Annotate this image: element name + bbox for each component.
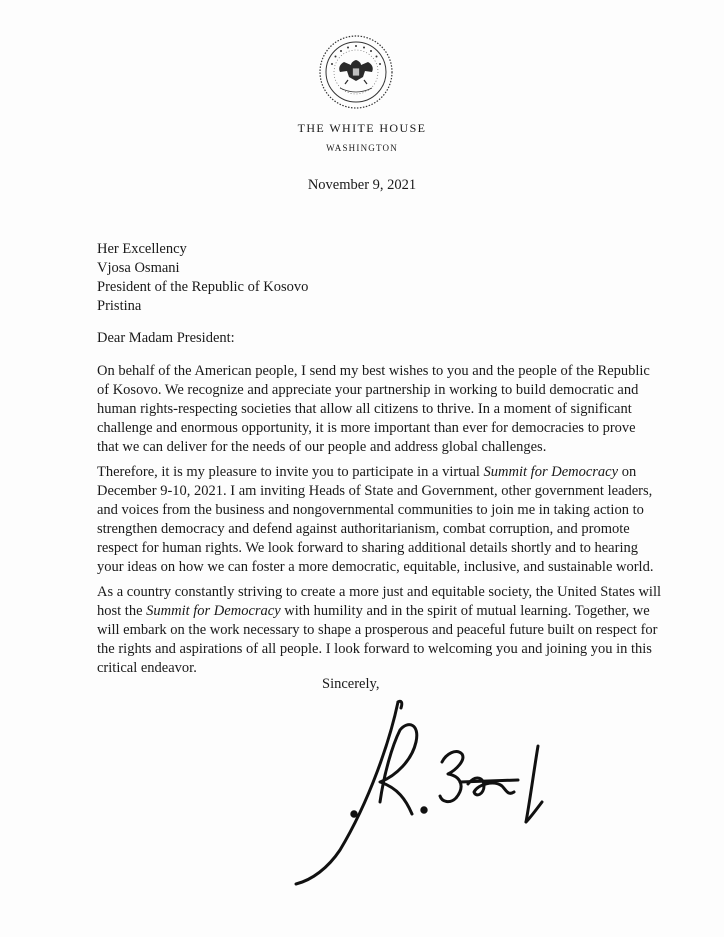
body-paragraph-3 xyxy=(97,583,662,678)
salutation: Dear Madam President: xyxy=(97,330,235,346)
recipient-name: Vjosa Osmani xyxy=(97,260,180,276)
paragraph-line: challenge and enormous opportunity, it is more important than ever for democracies to prove xyxy=(97,420,636,436)
summit-name: Summit for Democracy xyxy=(483,464,619,480)
body-paragraph-1 xyxy=(97,362,657,457)
paragraph-line: December 9-10, 2021. I am inviting Heads of State and Government, other government leaders, xyxy=(97,483,653,499)
recipient-title: President of the Republic of Kosovo xyxy=(97,279,309,295)
recipient-block xyxy=(97,240,308,316)
paragraph-line: that we can deliver for the needs of our people and address global challenges. xyxy=(97,439,547,455)
handwritten-signature xyxy=(280,690,580,890)
body-paragraph-2 xyxy=(97,463,657,577)
paragraph-line: will embark on the work necessary to shape a prosperous and peaceful future built on respect for xyxy=(97,622,658,638)
paragraph-line: strengthen democracy and defend against authoritarianism, combat corruption, and promote xyxy=(97,521,630,537)
paragraph-line: and voices from the business and nongovernmental communities to join me in taking action to xyxy=(97,502,644,518)
paragraph-line: the rights and aspirations of all people. I look forward to welcoming you and joining you in this xyxy=(97,641,652,657)
paragraph-line: Therefore, it is my pleasure to invite you to participate in a virtual Summit for Democracy on xyxy=(97,464,637,480)
paragraph-line: As a country constantly striving to create a more just and equitable society, the United States will xyxy=(97,584,662,600)
closing: Sincerely, xyxy=(322,676,380,692)
paragraph-line: of Kosovo. We recognize and appreciate your partnership in working to build democratic and xyxy=(97,382,639,398)
paragraph-line: your ideas on how we can foster a more democratic, equitable, inclusive, and sustainable world. xyxy=(97,559,654,575)
recipient-city: Pristina xyxy=(97,298,142,314)
paragraph-line: critical endeavor. xyxy=(97,660,197,676)
paragraph-line: human rights-respecting societies that allow all citizens to thrive. In a moment of significant xyxy=(97,401,632,417)
letter-date: November 9, 2021 xyxy=(307,177,417,193)
paragraph-line: On behalf of the American people, I send my best wishes to you and the people of the Republic xyxy=(97,363,650,379)
presidential-seal-icon xyxy=(318,34,394,110)
summit-name: Summit for Democracy xyxy=(146,603,281,619)
paragraph-line: host the Summit for Democracy with humility and in the spirit of mutual learning. Together, we xyxy=(97,603,650,619)
paragraph-line: respect for human rights. We look forward to sharing additional details shortly and to hearing xyxy=(97,540,638,556)
letterhead-city: WASHINGTON xyxy=(326,143,398,153)
recipient-honorific: Her Excellency xyxy=(97,241,187,257)
letterhead-title: THE WHITE HOUSE xyxy=(297,121,427,135)
